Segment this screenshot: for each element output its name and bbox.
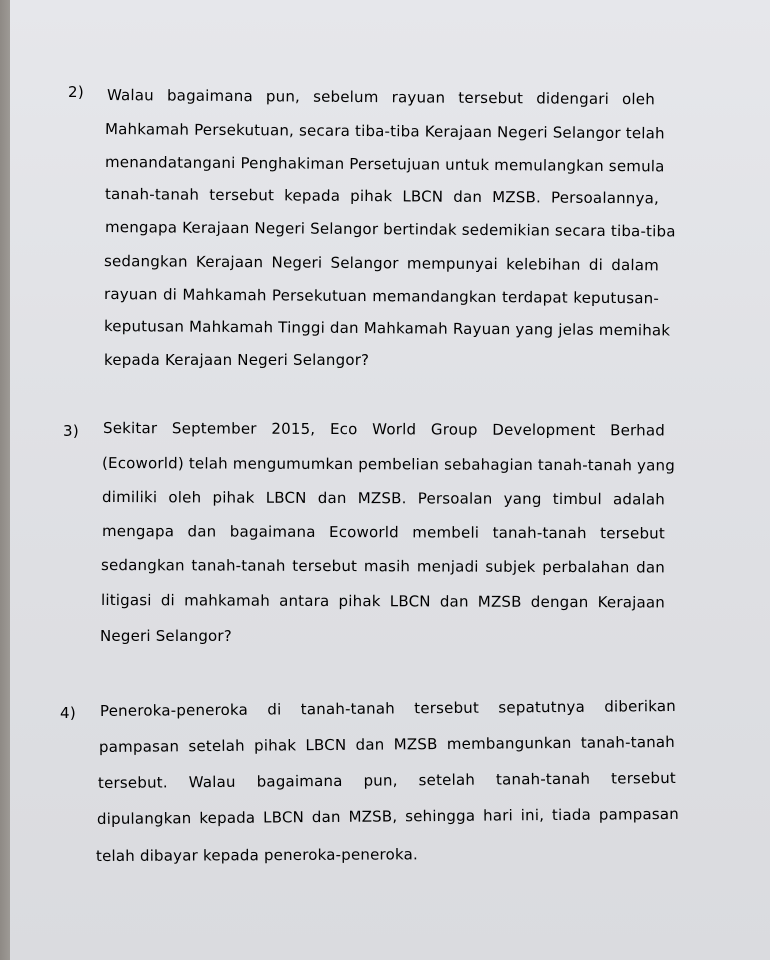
item-number: 4) <box>60 704 76 722</box>
paragraph-line: dipulangkan kepada LBCN dan MZSB, sehingga hari ini, tiada pampasan <box>96 804 680 828</box>
paragraph-line: Sekitar September 2015, Eco World Group Development Berhad <box>102 419 666 440</box>
paragraph-line: rayuan di Mahkamah Persekutuan memandangkan terdapat keputusan- <box>103 285 660 308</box>
paragraph-line: menandatangani Penghakiman Persetujuan untuk memulangkan semula <box>104 153 665 176</box>
item-number: 3) <box>63 422 79 440</box>
paragraph-line: sedangkan tanah-tanah tersebut masih menjadi subjek perbalahan dan <box>100 556 666 577</box>
paragraph-line: dimiliki oleh pihak LBCN dan MZSB. Persoalan yang timbul adalah <box>101 488 666 509</box>
paragraph-line: litigasi di mahkamah antara pihak LBCN dan MZSB dengan Kerajaan <box>100 591 666 612</box>
paragraph-line: Peneroka-peneroka di tanah-tanah tersebut sepatutnya diberikan <box>99 696 677 720</box>
paragraph-line: pampasan setelah pihak LBCN dan MZSB membangunkan tanah-tanah <box>98 732 676 756</box>
paragraph-line: Negeri Selangor? <box>100 627 232 645</box>
paragraph-line: kepada Kerajaan Negeri Selangor? <box>104 351 370 369</box>
paragraph-line: telah dibayar kepada peneroka-peneroka. <box>95 845 418 865</box>
paragraph-line: tersebut. Walau bagaimana pun, setelah tanah-tanah tersebut <box>97 768 677 792</box>
paragraph-line: (Ecoworld) telah mengumumkan pembelian sebahagian tanah-tanah yang <box>101 454 676 475</box>
paragraph-line: tanah-tanah tersebut kepada pihak LBCN dan MZSB. Persoalannya, <box>104 185 660 208</box>
paragraph-line: Mahkamah Persekutuan, secara tiba-tiba Kerajaan Negeri Selangor telah <box>104 120 665 143</box>
paragraph-line: mengapa Kerajaan Negeri Selangor bertindak sedemikian secara tiba-tiba <box>104 218 676 241</box>
paragraph-line: Walau bagaimana pun, sebelum rayuan tersebut didengari oleh <box>106 86 656 109</box>
item-number: 2) <box>68 83 84 101</box>
paragraph-line: keputusan Mahkamah Tinggi dan Mahkamah Rayuan yang jelas memihak <box>103 317 671 340</box>
paragraph-line: mengapa dan bagaimana Ecoworld membeli tanah-tanah tersebut <box>101 522 666 543</box>
paragraph-line: sedangkan Kerajaan Negeri Selangor mempunyai kelebihan di dalam <box>103 252 660 275</box>
document-page <box>10 0 770 960</box>
